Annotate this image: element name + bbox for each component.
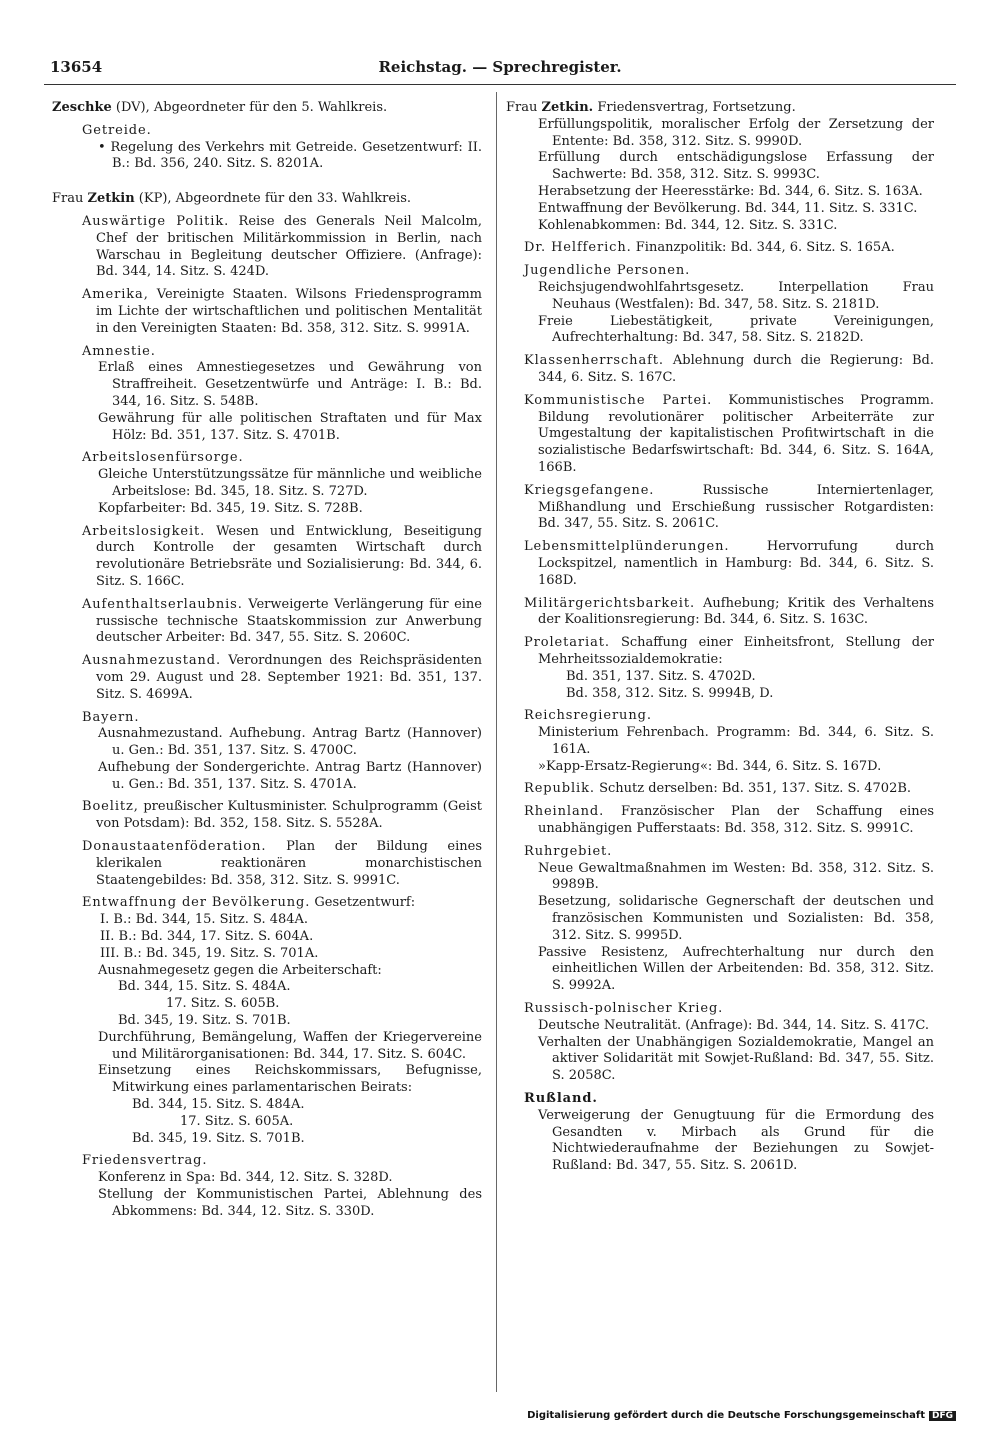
topic-subline: Erlaß eines Amnestiegesetzes und Gewährung von Straffreiheit. Gesetzentwürfe und Anträge: I. B.: Bd. 344, 16. Sitz. S. 548B. [98, 360, 482, 409]
topic-amnestie [52, 344, 482, 445]
topic-donaustaatenfoederation [52, 839, 482, 889]
topic-text: Wesen und Entwicklung, Beseitigung durch Kontrolle der gesamten Wirtschaft durch revolutionäre Betriebsräte und Sozialisierung: Bd. 344, 6. Sitz. S. 166C. [96, 523, 482, 589]
topic-jugendliche-personen [506, 263, 934, 347]
topic-heading: Aufenthaltserlaubnis. [82, 596, 243, 612]
topic-russland [506, 1091, 934, 1175]
topic-heading: Entwaffnung der Bevölkerung. [82, 895, 311, 911]
topic-ruhrgebiet [506, 844, 934, 995]
page-header [44, 58, 956, 82]
topic-subline: Erfüllungspolitik, moralischer Erfolg der Zersetzung der Entente: Bd. 358, 312. Sitz. S. 9990D. [538, 116, 934, 149]
topic-heading: Donaustaatenföderation. [82, 839, 267, 855]
topic-subline: Gleiche Unterstützungssätze für männliche und weibliche Arbeitslose: Bd. 345, 18. Sitz. S. 727D. [98, 467, 482, 499]
topic-militaergerichtsbarkeit [506, 596, 934, 630]
reference-line: 17. Sitz. S. 605A. [180, 1113, 294, 1129]
topic-heading: Boelitz, [82, 799, 139, 815]
reference-line: Bd. 345, 19. Sitz. S. 701B. [132, 1130, 305, 1146]
left-column [52, 100, 482, 1221]
topic-heading: Ruhrgebiet. [524, 843, 613, 859]
topic-heading: Russisch-polnischer Krieg. [524, 1001, 724, 1017]
reference-line: Bd. 344, 15. Sitz. S. 484A. [132, 1097, 305, 1113]
topic-subline: Neue Gewaltmaßnahmen im Westen: Bd. 358, 312. Sitz. S. 9989B. [538, 860, 934, 893]
topic-proletariat [506, 635, 934, 702]
topic-heading: Getreide. [82, 122, 152, 138]
topic-text: Hervorrufung durch Lockspitzel, namentlich in Hamburg: Bd. 344, 6. Sitz. S. 168D. [538, 539, 934, 588]
page-title: Reichstag. — Sprechregister. [378, 58, 622, 76]
entry-name: Zetkin. [541, 100, 594, 115]
reference-line: III. B.: Bd. 345, 19. Sitz. S. 701A. [100, 945, 319, 961]
reference-line: Bd. 344, 15. Sitz. S. 484A. [118, 979, 291, 995]
topic-subline: Konferenz in Spa: Bd. 344, 12. Sitz. S. 328D. [98, 1170, 393, 1186]
topic-text: Finanzpolitik: Bd. 344, 6. Sitz. S. 165A. [631, 240, 895, 256]
reference-line: Bd. 345, 19. Sitz. S. 701B. [118, 1013, 291, 1029]
page-number: 13654 [50, 58, 103, 76]
topic-heading: Ausnahmezustand. [82, 653, 222, 669]
topic-auswaertige-politik [52, 214, 482, 281]
topic-heading: Reichsregierung. [524, 708, 652, 724]
topic-subline: Stellung der Kommunistischen Partei, Ablehnung des Abkommens: Bd. 344, 12. Sitz. S. 330D. [98, 1187, 482, 1219]
topic-russisch-polnischer-krieg [506, 1001, 934, 1085]
entry-info: (DV), Abgeordneter für den 5. Wahlkreis. [111, 100, 388, 115]
reference-line: II. B.: Bd. 344, 17. Sitz. S. 604A. [100, 929, 314, 945]
topic-subline: Herabsetzung der Heeresstärke: Bd. 344, 6. Sitz. S. 163A. [538, 183, 923, 199]
footer-text: Digitalisierung gefördert durch die Deutsche Forschungsgemeinschaft [527, 1410, 925, 1421]
topic-subline: Passive Resistenz, Aufrechterhaltung nur durch den einheitlichen Willen der Arbeitenden: Bd. 358, 312. Sitz. S. 9992A. [538, 944, 934, 994]
topic-kommunistische-partei [506, 393, 934, 477]
topic-heading: Militärgerichtsbarkeit. [524, 595, 695, 611]
entry-prefix: Frau [506, 100, 542, 115]
topic-text: Verweigerte Verlängerung für eine russische technische Staatskommission zur Anwerbung deutscher Arbeiter: Bd. 347, 55. Sitz. S. 2060C. [96, 596, 482, 646]
topic-subline: Ministerium Fehrenbach. Programm: Bd. 344, 6. Sitz. S. 161A. [538, 725, 934, 757]
topic-heading: Arbeitslosenfürsorge. [82, 450, 244, 466]
topic-heading: Amerika, [82, 287, 149, 303]
topic-heading: Proletariat. [524, 635, 610, 651]
topic-heading: Rußland. [524, 1091, 598, 1107]
header-rule [44, 84, 956, 85]
topic-text: Gesetzentwurf: [310, 895, 416, 911]
topic-text: Verordnungen des Reichspräsidenten vom 29. August und 28. September 1921: Bd. 351, 137. Sitz. S. 4699A. [96, 653, 482, 702]
topic-friedensvertrag [52, 1153, 482, 1220]
topic-text: Plan der Bildung eines klerikalen reaktionären monarchistischen Staatengebildes: Bd. 358, 312. Sitz. S. 9991C. [96, 839, 482, 888]
topic-text: Ablehnung durch die Regierung: Bd. 344, 6. Sitz. S. 167C. [538, 353, 934, 385]
entry-prefix: Frau [52, 191, 88, 207]
topic-lebensmittelpluenderungen [506, 539, 934, 589]
topic-text: Vereinigte Staaten. Wilsons Friedensprogramm im Lichte der wirtschaftlichen und politischen Mentalität in den Vereinigten Staaten: Bd. 358, 312. Sitz. S. 9991A. [96, 287, 482, 336]
topic-rheinland [506, 804, 934, 838]
topic-kriegsgefangene [506, 483, 934, 533]
topic-heading: Klassenherrschaft. [524, 353, 664, 369]
topic-subline: Besetzung, solidarische Gegnerschaft der deutschen und französischen Kommunisten und Sozialisten: Bd. 358, 312. Sitz. S. 9995D. [538, 894, 934, 943]
topic-text: Aufhebung; Kritik des Verhaltens der Koalitionsregierung: Bd. 344, 6. Sitz. S. 163C. [538, 595, 934, 628]
column-divider [496, 92, 497, 1392]
topic-text: Russische Interniertenlager, Mißhandlung und Erschießung russischer Rotgardisten: Bd. 347, 55. Sitz. S. 2061C. [538, 482, 934, 532]
entry-info: Friedensvertrag, Fortsetzung. [593, 100, 796, 115]
topic-heading: Kommunistische Partei. [524, 392, 713, 408]
topic-subline: Kopfarbeiter: Bd. 345, 19. Sitz. S. 728B. [98, 500, 363, 516]
topic-text: preußischer Kultusminister. Schulprogramm (Geist von Potsdam): Bd. 352, 158. Sitz. S. 5528A. [96, 799, 482, 832]
topic-subline: Einsetzung eines Reichskommissars, Befugnisse, Mitwirkung eines parlamentarischen Beirats: [98, 1063, 482, 1096]
footer-credit [527, 1410, 956, 1421]
topic-subline: Erfüllung durch entschädigungslose Erfassung der Sachwerte: Bd. 358, 312. Sitz. S. 9993C. [538, 150, 934, 183]
topic-subline: Kohlenabkommen: Bd. 344, 12. Sitz. S. 331C. [538, 217, 838, 233]
topic-text: Schutz derselben: Bd. 351, 137. Sitz. S. 4702B. [594, 781, 912, 797]
entry-zetkin [52, 191, 482, 208]
topic-subline: »Kapp-Ersatz-Regierung«: Bd. 344, 6. Sitz. S. 167D. [538, 758, 882, 774]
dfg-logo: DFG [929, 1411, 956, 1421]
topic-heading: Friedensvertrag. [82, 1153, 208, 1169]
entry-zetkin-continued [506, 100, 934, 117]
topic-subline: Entwaffnung der Bevölkerung. Bd. 344, 11. Sitz. S. 331C. [538, 200, 918, 216]
reference-line: I. B.: Bd. 344, 15. Sitz. S. 484A. [100, 912, 309, 928]
topic-text: Französischer Plan der Schaffung eines unabhängigen Pufferstaats: Bd. 358, 312. Sitz. S. 9991C. [538, 804, 934, 837]
topic-subline: Ausnahmegesetz gegen die Arbeiterschaft: [98, 962, 382, 978]
topic-boelitz [52, 799, 482, 833]
right-column [506, 100, 934, 1175]
reference-line: Bd. 351, 137. Sitz. S. 4702D. [566, 668, 756, 684]
topic-heading: Kriegsgefangene. [524, 482, 655, 498]
entry-name: Zeschke [52, 100, 112, 115]
entry-info: (KP), Abgeordnete für den 33. Wahlkreis. [134, 191, 411, 207]
topic-subline: Freie Liebestätigkeit, private Vereinigungen, Aufrechterhaltung: Bd. 347, 58. Sitz. S. 2182D. [538, 313, 934, 346]
topic-subline: Ausnahmezustand. Aufhebung. Antrag Bartz (Hannover) u. Gen.: Bd. 351, 137. Sitz. S. 4700C. [98, 726, 482, 759]
topic-subline: Verweigerung der Genugtuung für die Ermordung des Gesandten v. Mirbach als Grund für die Nichtwiederaufnahme der Beziehungen zu Sowjet-Rußland: Bd. 347, 55. Sitz. S. 2061D. [538, 1107, 934, 1174]
topic-aufenthaltserlaubnis [52, 597, 482, 647]
reference-line: 17. Sitz. S. 605B. [166, 996, 280, 1012]
topic-subline: Reichsjugendwohlfahrtsgesetz. Interpellation Frau Neuhaus (Westfalen): Bd. 347, 58. Sitz. S. 2181D. [538, 279, 934, 312]
topic-line: • Regelung des Verkehrs mit Getreide. Gesetzentwurf: II. B.: Bd. 356, 240. Sitz. S. 8201A. [98, 139, 482, 172]
entry-zeschke [52, 100, 482, 117]
topic-subline: Verhalten der Unabhängigen Sozialdemokratie, Mangel an aktiver Solidarität mit Sowjet-Rußland: Bd. 347, 55. Sitz. S. 2058C. [538, 1034, 934, 1084]
topic-text: Schaffung einer Einheitsfront, Stellung der Mehrheitssozialdemokratie: [538, 635, 934, 667]
topic-subline: Deutsche Neutralität. (Anfrage): Bd. 344, 14. Sitz. S. 417C. [538, 1017, 930, 1033]
topic-helfferich [506, 240, 934, 257]
topic-entwaffnung [52, 895, 482, 1147]
topic-klassenherrschaft [506, 353, 934, 387]
topic-bayern [52, 710, 482, 794]
topic-heading: Bayern. [82, 709, 140, 725]
topic-heading: Jugendliche Personen. [524, 263, 691, 279]
topic-heading: Republik. [524, 781, 595, 797]
reference-line: Bd. 358, 312. Sitz. S. 9994B, D. [566, 685, 774, 701]
topic-text: Kommunistisches Programm. Bildung revolutionärer politischer Arbeiterräte zur Umgestaltung der kapitalistischen Profitwirtschaft in die sozialistische Bedarfswirtschaft: Bd. 344, 6. Sitz. S. 164A, 166B. [538, 392, 934, 475]
topic-reichsregierung [506, 708, 934, 775]
topic-heading: Arbeitslosigkeit. [82, 523, 206, 539]
topic-heading: Auswärtige Politik. [82, 213, 230, 229]
topic-text: Reise des Generals Neil Malcolm, Chef der britischen Militärkommission in Berlin, nach Warschau in Begleitung deutscher Offiziere. (Anfrage): Bd. 344, 14. Sitz. S. 424D. [96, 213, 482, 280]
topic-subline: Gewährung für alle politischen Straftaten und für Max Hölz: Bd. 351, 137. Sitz. S. 4701B. [98, 410, 482, 443]
topic-subline: Aufhebung der Sondergerichte. Antrag Bartz (Hannover) u. Gen.: Bd. 351, 137. Sitz. S. 4701A. [98, 759, 482, 792]
topic-amerika [52, 287, 482, 337]
entry-name: Zetkin [87, 191, 135, 207]
topic-arbeitslosenfuersorge [52, 450, 482, 517]
topic-subline: Durchführung, Bemängelung, Waffen der Kriegervereine und Militärorganisationen: Bd. 344, 17. Sitz. S. 604C. [98, 1029, 482, 1062]
topic-ausnahmezustand [52, 653, 482, 703]
topic-heading: Rheinland. [524, 804, 605, 820]
topic-heading: Dr. Helfferich. [524, 240, 632, 256]
topic-arbeitslosigkeit [52, 524, 482, 591]
topic-republik [506, 781, 934, 798]
topic-getreide [52, 123, 482, 173]
topic-heading: Amnestie. [82, 343, 156, 359]
topic-heading: Lebensmittelplünderungen. [524, 539, 730, 555]
